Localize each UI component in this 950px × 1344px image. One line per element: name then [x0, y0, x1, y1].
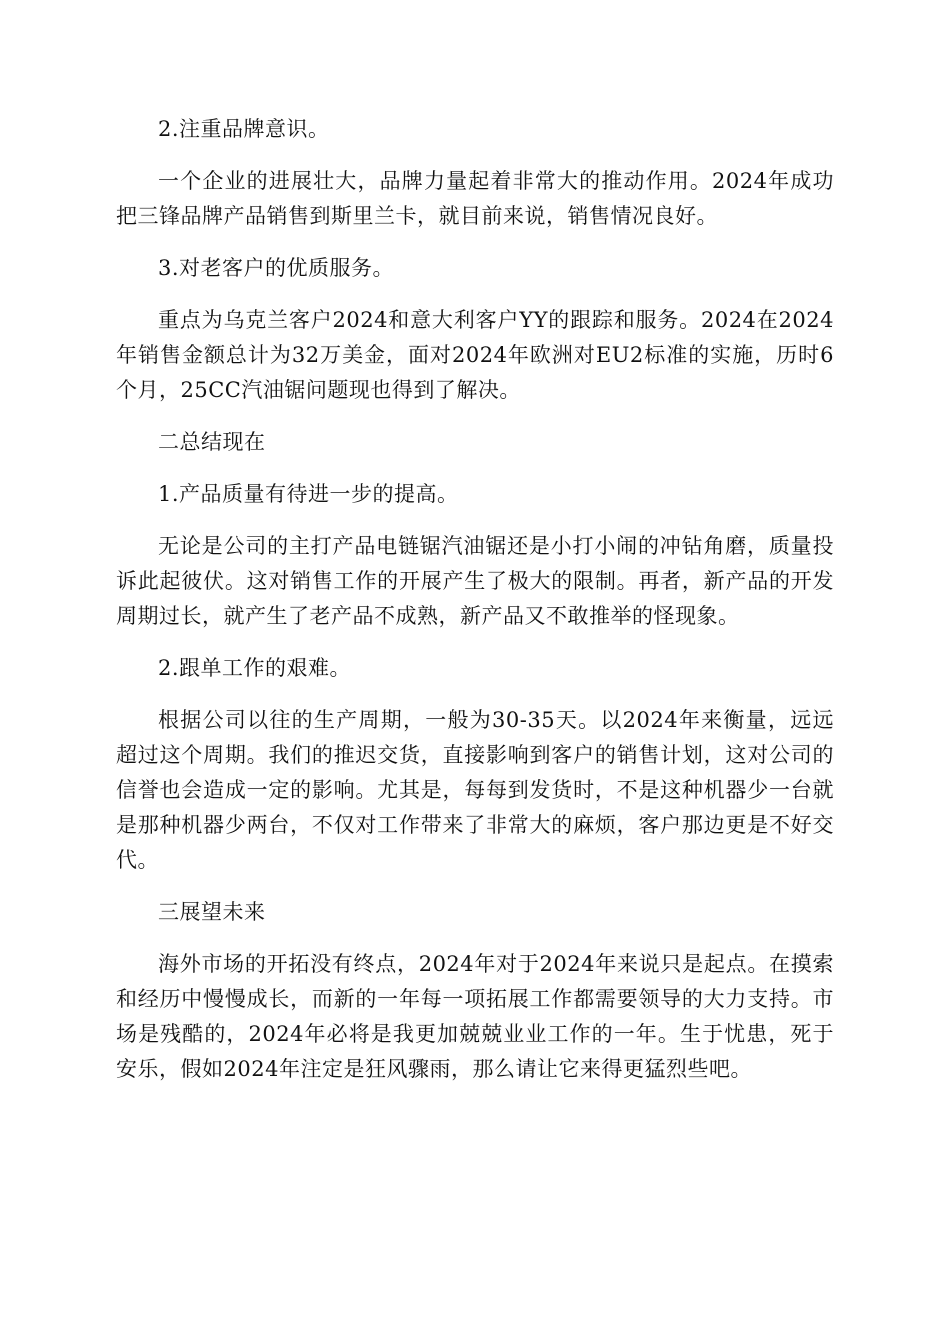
paragraph-outlook: 海外市场的开拓没有终点，2024年对于2024年来说只是起点。在摸索和经历中慢慢成长，而新的一年每一项拓展工作都需要领导的大力支持。市场是残酷的，2024年必将是我更加兢兢业业工作的一年。生于忧患，死于安乐，假如2024年注定是狂风骤雨，那么请让它来得更猛烈些吧。: [116, 952, 834, 1081]
paragraph-quality: 无论是公司的主打产品电链锯汽油锯还是小打小闹的冲钻角磨，质量投诉此起彼伏。这对销售工作的开展产生了极大的限制。再者，新产品的开发周期过长，就产生了老产品不成熟，新产品又不敢推举的怪现象。: [116, 534, 834, 628]
paragraph-brand: 一个企业的进展壮大，品牌力量起着非常大的推动作用。2024年成功把三锋品牌产品销售到斯里兰卡，就目前来说，销售情况良好。: [116, 169, 834, 228]
section-heading-order-tracking: 2.跟单工作的艰难。: [158, 656, 352, 680]
paragraph-old-clients: 重点为乌克兰客户2024和意大利客户YY的跟踪和服务。2024在2024年销售金额总计为32万美金，面对2024年欧洲对EU2标准的实施，历时6个月，25CC汽油锯问题现也得到了解决。: [116, 308, 834, 402]
chapter-heading-outlook: 三展望未来: [158, 900, 266, 924]
section-heading-old-clients: 3.对老客户的优质服务。: [158, 256, 395, 280]
section-heading-brand: 2.注重品牌意识。: [158, 117, 330, 141]
document-body: [116, 112, 834, 1104]
paragraph-order-tracking: 根据公司以往的生产周期，一般为30-35天。以2024年来衡量，远远超过这个周期。我们的推迟交货，直接影响到客户的销售计划，这对公司的信誉也会造成一定的影响。尤其是，每每到发货时，不是这种机器少一台就是那种机器少两台，不仅对工作带来了非常大的麻烦，客户那边更是不好交代。: [116, 708, 834, 872]
section-heading-quality: 1.产品质量有待进一步的提高。: [158, 482, 459, 506]
chapter-heading-summary: 二总结现在: [158, 430, 266, 454]
